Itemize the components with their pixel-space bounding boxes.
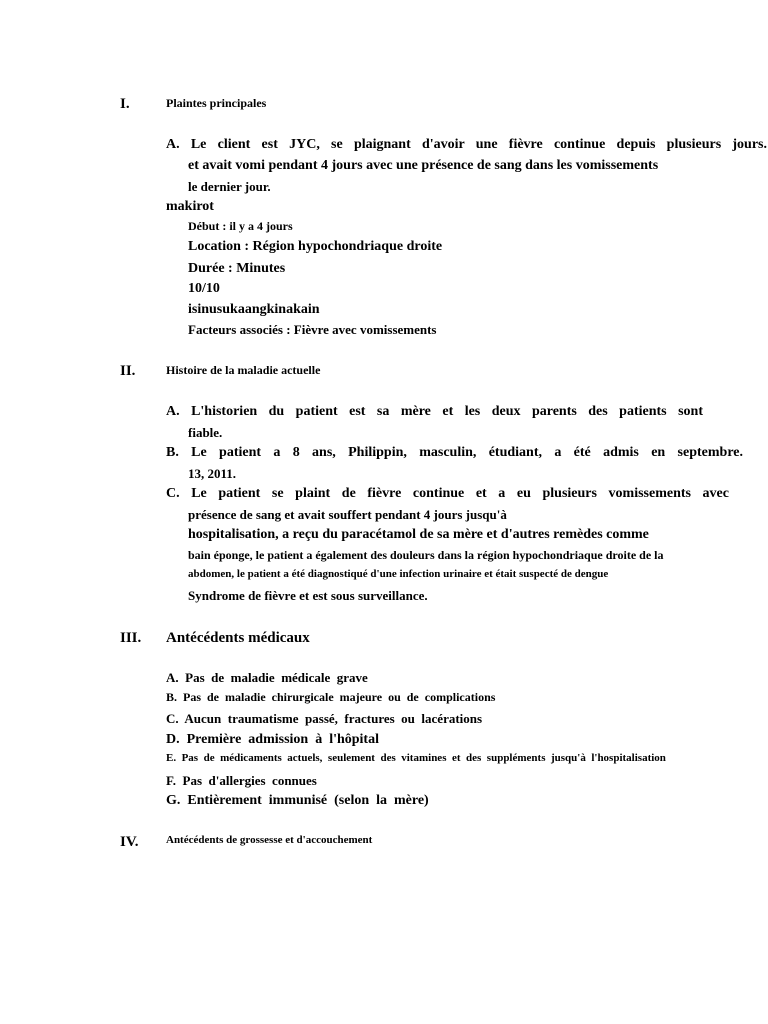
s3-item-a: A. Pas de maladie médicale grave [166, 670, 368, 685]
section-4-heading: Antécédents de grossesse et d'accouchement [166, 834, 373, 846]
s3-item-b: B. Pas de maladie chirurgicale majeure ou de complications [166, 690, 496, 704]
section-2-heading: Histoire de la maladie actuelle [166, 363, 321, 377]
s1-item-a-line1: A. Le client est JYC, se plaignant d'avoir une fièvre continue depuis plusieurs jours. [166, 137, 767, 152]
s1-debut: Début : il y a 4 jours [188, 219, 293, 233]
s2-item-b-line1: B. Le patient a 8 ans, Philippin, masculin, étudiant, a été admis en septembre. [166, 445, 743, 460]
section-3-heading: Antécédents médicaux [166, 630, 310, 646]
section-4-numeral: IV. [120, 834, 139, 850]
s1-duree: Durée : Minutes [188, 261, 286, 276]
s2-item-c-line6: Syndrome de fièvre et est sous surveillance. [188, 588, 428, 603]
s2-item-c-line1: C. Le patient se plaint de fièvre continue et a eu plusieurs vomissements avec [166, 486, 729, 501]
s2-item-a-line2: fiable. [188, 425, 223, 440]
s3-item-e: E. Pas de médicaments actuels, seulement des vitamines et des suppléments jusqu'à l'hospitalisation [166, 752, 666, 764]
s2-item-a-line1: A. L'historien du patient est sa mère et les deux parents des patients sont [166, 404, 703, 419]
section-1-heading: Plaintes principales [166, 96, 267, 110]
s3-item-f: F. Pas d'allergies connues [166, 773, 317, 788]
section-3-numeral: III. [120, 630, 142, 646]
s3-item-c: C. Aucun traumatisme passé, fractures ou lacérations [166, 711, 483, 726]
s1-makirot: makirot [166, 199, 214, 214]
s2-item-c-line4: bain éponge, le patient a également des douleurs dans la région hypochondriaque droite de la [188, 548, 664, 562]
s1-item-a-line3: le dernier jour. [188, 179, 271, 194]
s1-facteurs: Facteurs associés : Fièvre avec vomissements [188, 322, 437, 337]
s3-item-d: D. Première admission à l'hôpital [166, 732, 379, 747]
s1-score: 10/10 [188, 281, 220, 296]
s2-item-c-line3: hospitalisation, a reçu du paracétamol de sa mère et d'autres remèdes comme [188, 527, 649, 542]
section-2-numeral: II. [120, 363, 136, 379]
s1-isinus: isinusukaangkinakain [188, 302, 320, 317]
s1-location: Location : Région hypochondriaque droite [188, 239, 443, 254]
s2-item-b-line2: 13, 2011. [188, 466, 237, 481]
s2-item-c-line2: présence de sang et avait souffert pendant 4 jours jusqu'à [188, 507, 507, 522]
s3-item-g: G. Entièrement immunisé (selon la mère) [166, 793, 429, 808]
s1-item-a-line2: et avait vomi pendant 4 jours avec une présence de sang dans les vomissements [188, 158, 659, 173]
s2-item-c-line5: abdomen, le patient a été diagnostiqué d'une infection urinaire et était suspecté de dengue [188, 568, 609, 580]
section-1-numeral: I. [120, 96, 130, 112]
